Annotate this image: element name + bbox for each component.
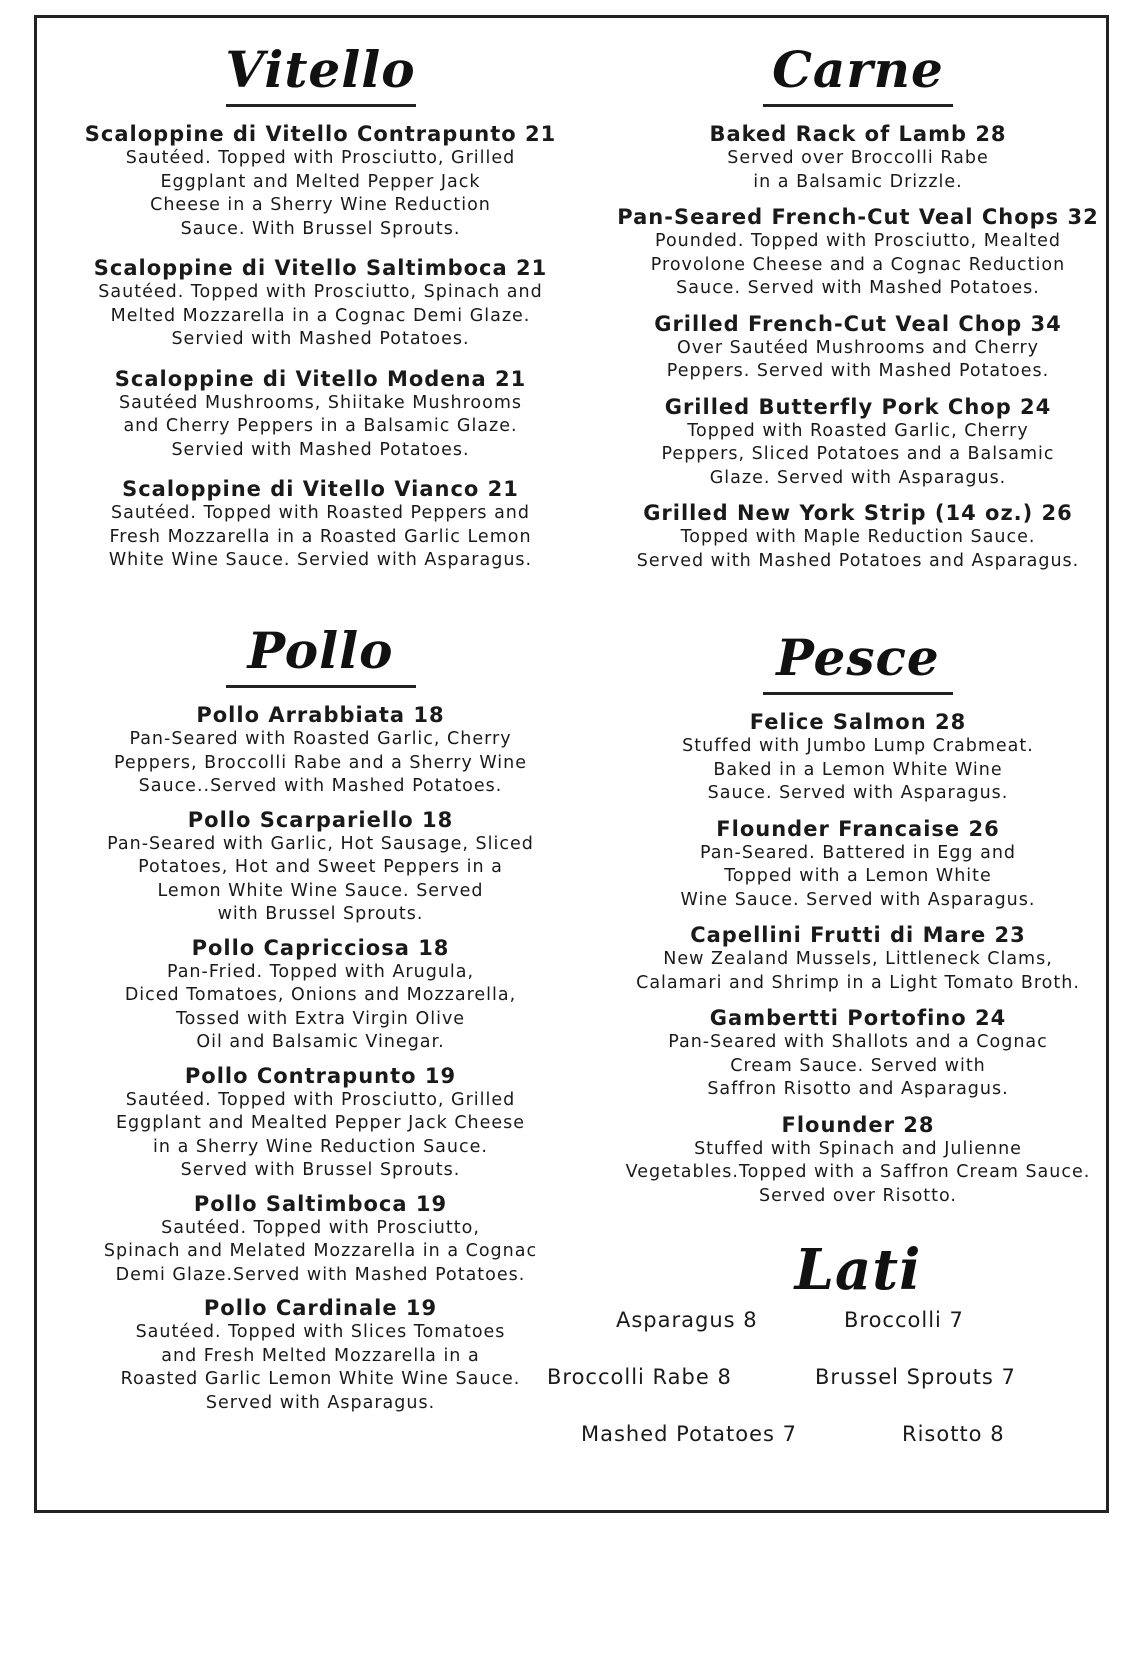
item-description: Topped with Roasted Garlic, Cherry Peppers, Sliced Potatoes and a Balsamic Glaze. Served with Asparagus. bbox=[661, 420, 1055, 488]
item-name: Capellini Frutti di Mare 23 bbox=[690, 923, 1026, 947]
side-item: Broccolli 7 bbox=[844, 1308, 964, 1332]
menu-frame bbox=[34, 15, 1109, 1513]
side-item: Asparagus 8 bbox=[616, 1308, 758, 1332]
section-pollo bbox=[37, 621, 604, 1423]
item-description: Stuffed with Jumbo Lump Crabmeat. Baked in a Lemon White Wine Sauce. Served with Asparagus. bbox=[682, 736, 1034, 803]
side-item: Brussel Sprouts 7 bbox=[815, 1365, 1016, 1389]
item-name: Scaloppine di Vitello Contrapunto 21 bbox=[84, 122, 557, 146]
item-description: Sautéed. Topped with Prosciutto, Spinach and Melated Mozzarella in a Cognac Demi Glaze.Served with Mashed Potatoes. bbox=[103, 1217, 538, 1285]
menu-item bbox=[604, 1005, 1112, 1102]
menu-item bbox=[604, 922, 1112, 995]
item-description: Pan-Seared with Shallots and a Cognac Cream Sauce. Served with Saffron Risotto and Asparagus. bbox=[668, 1032, 1048, 1099]
item-description: Pan-Fried. Topped with Arugula, Diced Tomatoes, Onions and Mozzarella, Tossed with Extra Virgin Olive Oil and Balsamic Vinegar. bbox=[124, 961, 517, 1052]
menu-item bbox=[604, 1112, 1112, 1209]
item-name: Baked Rack of Lamb 28 bbox=[709, 122, 1007, 146]
item-name: Scaloppine di Vitello Modena 21 bbox=[114, 366, 527, 391]
item-description: Pan-Seared with Garlic, Hot Sausage, Sliced Potatoes, Hot and Sweet Peppers in a Lemon White Wine Sauce. Served with Brussel Sprouts. bbox=[107, 833, 534, 924]
item-description: Over Sautéed Mushrooms and Cherry Peppers. Served with Mashed Potatoes. bbox=[666, 337, 1050, 381]
item-name: Pan-Seared French-Cut Veal Chops 32 bbox=[617, 205, 1099, 229]
section-pesce bbox=[604, 628, 1112, 1218]
item-description: Sautéed. Topped with Prosciutto, Spinach and Melted Mozzarella in a Cognac Demi Glaze. Servied with Mashed Potatoes. bbox=[98, 282, 543, 349]
item-description: Served over Broccolli Rabe in a Balsamic Drizzle. bbox=[727, 148, 989, 192]
menu-item bbox=[37, 255, 604, 352]
item-description: Sautéed. Topped with Prosciutto, Grilled Eggplant and Melted Pepper Jack Cheese in a Sherry Wine Reduction Sauce. With Brussel Sprouts. bbox=[125, 148, 516, 239]
item-description: Pounded. Topped with Prosciutto, Mealted Provolone Cheese and a Cognac Reduction Sauce. Served with Mashed Potatoes. bbox=[650, 231, 1066, 298]
section-lati bbox=[604, 1237, 1112, 1303]
menu-item bbox=[37, 935, 604, 1055]
item-name: Scaloppine di Vitello Vianco 21 bbox=[122, 477, 519, 501]
section-title-lati: Lati bbox=[794, 1237, 922, 1303]
sides-list bbox=[547, 1308, 1112, 1458]
item-description: Sautéed Mushrooms, Shiitake Mushrooms and Cherry Peppers in a Balsamic Glaze. Servied with Mashed Potatoes. bbox=[118, 392, 523, 460]
item-name: Flounder Francaise 26 bbox=[716, 816, 1000, 841]
section-carne bbox=[604, 40, 1112, 583]
item-name: Felice Salmon 28 bbox=[749, 710, 967, 734]
menu-item bbox=[37, 366, 604, 463]
title-underline bbox=[763, 104, 953, 107]
menu-item bbox=[37, 476, 604, 573]
section-title-pollo: Pollo bbox=[247, 621, 394, 680]
item-name: Pollo Contrapunto 19 bbox=[184, 1063, 457, 1088]
item-description: Sautéed. Topped with Roasted Peppers and Fresh Mozzarella in a Roasted Garlic Lemon White Wine Sauce. Servied with Asparagus. bbox=[108, 503, 533, 570]
item-description: Pan-Seared with Roasted Garlic, Cherry Peppers, Broccolli Rabe and a Sherry Wine Sauce..Served with Mashed Potatoes. bbox=[113, 729, 528, 796]
menu-item bbox=[37, 807, 604, 927]
side-item: Mashed Potatoes 7 bbox=[581, 1422, 798, 1446]
item-name: Pollo Scarpariello 18 bbox=[187, 807, 454, 832]
item-name: Flounder 28 bbox=[781, 1112, 935, 1137]
menu-item bbox=[604, 204, 1112, 301]
item-name: Grilled Butterfly Pork Chop 24 bbox=[664, 394, 1052, 419]
item-description: Stuffed with Spinach and Julienne Vegetables.Topped with a Saffron Cream Sauce. Served over Risotto. bbox=[625, 1138, 1091, 1206]
item-name: Pollo Cardinale 19 bbox=[203, 1296, 438, 1320]
item-description: Sautéed. Topped with Slices Tomatoes and Fresh Melted Mozzarella in a Roasted Garlic Lemon White Wine Sauce. Served with Asparagus. bbox=[120, 1322, 521, 1413]
menu-item bbox=[37, 702, 604, 799]
title-underline bbox=[226, 685, 416, 688]
menu-item bbox=[604, 709, 1112, 806]
menu-item bbox=[604, 500, 1112, 573]
menu-item bbox=[37, 1295, 604, 1415]
menu-item bbox=[604, 816, 1112, 913]
item-name: Gambertti Portofino 24 bbox=[709, 1006, 1007, 1030]
item-description: Pan-Seared. Battered in Egg and Topped with a Lemon White Wine Sauce. Served with Asparagus. bbox=[680, 842, 1036, 910]
title-underline bbox=[763, 692, 953, 695]
item-name: Grilled New York Strip (14 oz.) 26 bbox=[643, 501, 1073, 525]
item-name: Grilled French-Cut Veal Chop 34 bbox=[654, 311, 1062, 336]
section-title-pesce: Pesce bbox=[776, 628, 940, 687]
title-underline bbox=[226, 104, 416, 107]
item-name: Pollo Saltimboca 19 bbox=[193, 1191, 448, 1216]
item-name: Pollo Arrabbiata 18 bbox=[196, 703, 445, 727]
menu-item bbox=[37, 1063, 604, 1183]
item-description: New Zealand Mussels, Littleneck Clams, Calamari and Shrimp in a Light Tomato Broth. bbox=[636, 949, 1080, 993]
side-item: Risotto 8 bbox=[902, 1422, 1005, 1446]
side-item: Broccolli Rabe 8 bbox=[547, 1365, 732, 1389]
item-name: Pollo Capricciosa 18 bbox=[191, 935, 450, 960]
item-name: Scaloppine di Vitello Saltimboca 21 bbox=[93, 256, 548, 280]
section-title-carne: Carne bbox=[772, 40, 944, 99]
menu-item bbox=[37, 1191, 604, 1288]
menu-item bbox=[37, 121, 604, 241]
menu-item bbox=[604, 394, 1112, 491]
item-description: Sautéed. Topped with Prosciutto, Grilled Eggplant and Mealted Pepper Jack Cheese in a Sherry Wine Reduction Sauce. Served with Brussel Sprouts. bbox=[115, 1089, 526, 1180]
menu-item bbox=[604, 311, 1112, 384]
menu-item bbox=[604, 121, 1112, 194]
item-description: Topped with Maple Reduction Sauce. Served with Mashed Potatoes and Asparagus. bbox=[636, 527, 1080, 571]
section-title-vitello: Vitello bbox=[225, 40, 416, 99]
section-vitello bbox=[37, 40, 604, 587]
